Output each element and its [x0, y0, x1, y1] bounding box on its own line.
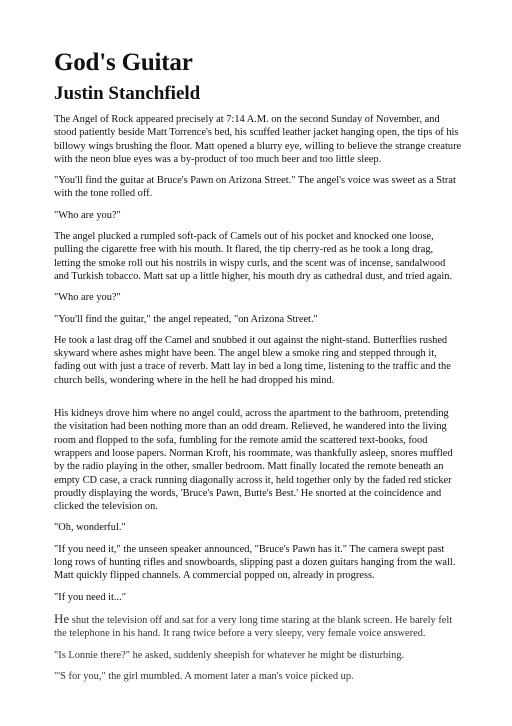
paragraph-text: shut the television off and sat for a very long time staring at the blank screen. He barely felt the telephone in his hand. It rang twice before a very sleepy, very female voice answered.	[54, 614, 453, 640]
paragraph: "You'll find the guitar at Bruce's Pawn on Arizona Street." The angel's voice was sweet as a Strat with the tone rolled off.	[54, 175, 456, 200]
paragraph: The angel plucked a rumpled soft-pack of Camels out of his pocket and knocked one loose, pulling the cigarette free with his mouth. It flared, the tip cherry-red as he took a long drag, letting the smoke roll out his nostrils in wispy curls, and the scent was of incense, sandalwood and Turkish tobacco. Matt sat up a little higher, his mouth dry as cathedral dust, and tried again.	[54, 231, 453, 282]
paragraph: "You'll find the guitar," the angel repeated, "on Arizona Street."	[54, 313, 318, 325]
paragraph: "If you need it," the unseen speaker announced, "Bruce's Pawn has it." The camera swept past long rows of hunting rifles and snowboards, slipping past a dozen guitars hanging from the wall. Matt quickly flipped channels. A commercial popped on, already in progress.	[54, 543, 456, 582]
paragraph: "Who are you?"	[54, 292, 121, 304]
paragraph: The Angel of Rock appeared precisely at 7:14 A.M. on the second Sunday of November, and stood patiently beside Matt Torrence's bed, his scuffed leather jacket hanging open, the tips of his billowy wings brushing the floor. Matt opened a blurry eye, willing to believe the strange creature with the neon blue eyes was a by-product of too much beer and too little sleep.	[54, 114, 462, 165]
paragraph: "'S for you," the girl mumbled. A moment later a man's voice picked up.	[54, 670, 354, 682]
paragraph: "Is Lonnie there?" he asked, suddenly sheepish for whatever he might be disturbing.	[54, 649, 405, 661]
paragraph: He took a last drag off the Camel and snubbed it out against the night-stand. Butterflies rushed skyward where ashes might have been. The angel blew a smoke ring and stepped through it, fading out with just a trace of reverb. Matt lay in bed a long time, listening to the traffic and the church bells, wondering where in the hell he had dropped his mind.	[54, 334, 451, 386]
story-body	[54, 113, 462, 691]
paragraph: "Oh, wonderful."	[54, 522, 126, 534]
story-title: God's Guitar	[54, 49, 193, 76]
paragraph: "Who are you?"	[54, 209, 121, 221]
paragraph: His kidneys drove him where no angel could, across the apartment to the bathroom, pretending the visitation had been nothing more than an odd dream. Relieved, he wandered into the living room and flopped to the sofa, fumbling for the remote amid the scattered text-books, food wrappers and loose papers. Norman Kroft, his roommate, was thankfully asleep, snores muffled by the radio playing in the other, smaller bedroom. Matt finally located the remote beneath an empty CD case, a crack running diagonally across it, held together only by the faded red sticker proudly displaying the words, 'Bruce's Pawn, Butte's Best.' He snorted at the coincidence and clicked the television on.	[54, 408, 453, 513]
paragraph-lead-word: He	[54, 610, 70, 626]
paragraph: "If you need it..."	[54, 591, 126, 603]
story-author: Justin Stanchfield	[54, 83, 201, 104]
paragraph	[54, 612, 462, 641]
